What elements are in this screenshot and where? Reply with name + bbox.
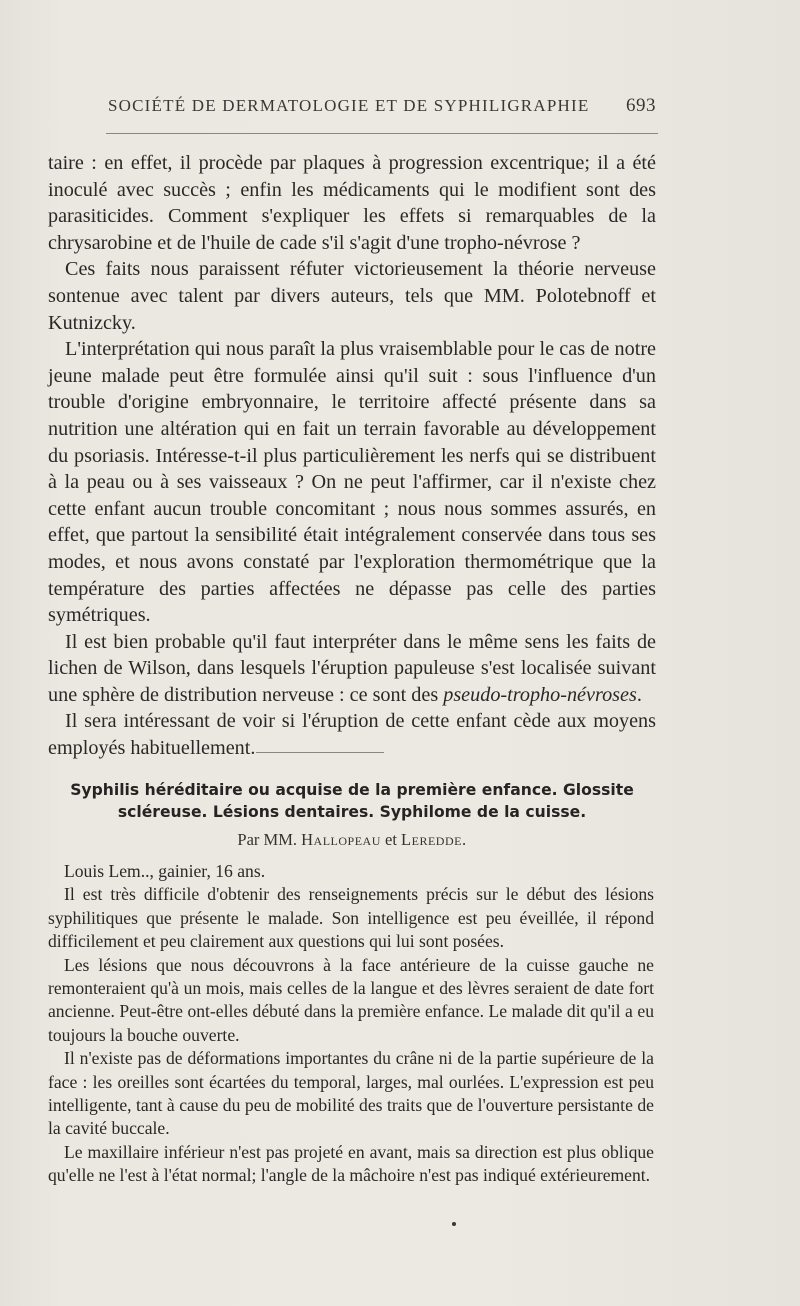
author-hallopeau: Hallopeau xyxy=(301,830,381,849)
page-number: 693 xyxy=(626,95,656,116)
main-text xyxy=(48,150,656,762)
running-head-title: SOCIÉTÉ DE DERMATOLOGIE ET DE SYPHILIGRAPHIE xyxy=(108,96,590,115)
author-leredde: Leredde. xyxy=(401,830,467,849)
running-head xyxy=(108,96,656,116)
paragraph-interpretation: L'interprétation qui nous paraît la plus vraisemblable pour le cas de notre jeune malade peut être formulée ainsi qu'il suit : sous l'influence d'un trouble d'origine embryonnaire, le territoire affecté présente dans sa nutrition une altération qui en fait un terrain favorable au développement du psoriasis. Intéresse-t-il plus particulièrement les nerfs qui se distribuent à la peau ou à ses vaisseaux ? On ne peut l'affirmer, car il n'existe chez cette enfant aucun trouble concomitant ; nous nous sommes assurés, en effet, que partout la sensibilité était intégralement conservée dans tous ses modes, et nous avons constaté par l'exploration thermométrique que la température des parties affectées ne dépasse pas celle des parties symétriques. xyxy=(48,338,656,627)
case-paragraph-history: Il est très difficile d'obtenir des renseignements précis sur le début des lésions syphilitiques que présente le malade. Son intelligence est peu éveillée, il répond difficilement et peu clairement aux questions qui lui sont posées. xyxy=(48,884,654,952)
section-title-line-2: scléreuse. Lésions dentaires. Syphilome de la cuisse. xyxy=(117,803,587,821)
pseudo-tropho-nevroses: pseudo-tropho-névroses xyxy=(443,683,637,706)
paragraph-continuation: taire : en effet, il procède par plaques à progression excentrique; il a été inoculé avec succès ; enfin les médicaments qui le modifient sont des parasiticides. Comment s'expliquer les effets si remarquables de la chrysarobine et de l'huile de cade s'il s'agit d'une tropho-névrose ? xyxy=(48,152,656,254)
lichen-text-end: . xyxy=(636,683,642,706)
case-report-text xyxy=(48,860,654,1188)
lichen-text: Il est bien probable qu'il faut interpréter dans le même sens les faits de lichen de Wilson, dans lesquels l'éruption papuleuse s'est localisée suivant une sphère de distribution nerveuse : ce sont des xyxy=(48,630,656,706)
byline-conjunction: et xyxy=(385,830,397,849)
case-patient-line: Louis Lem.., gainier, 16 ans. xyxy=(64,861,266,881)
section-divider xyxy=(256,752,384,753)
header-rule xyxy=(106,133,658,134)
case-paragraph-lesions: Les lésions que nous découvrons à la face antérieure de la cuisse gauche ne remonteraient qu'à un mois, mais celles de la langue et des lèvres seraient de date fort ancienne. Peut-être ont-elles débuté dans la première enfance. Le malade dit qu'il a eu toujours la bouche ouverte. xyxy=(48,954,654,1045)
case-paragraph-jaw: Le maxillaire inférieur n'est pas projeté en avant, mais sa direction est plus oblique qu'elle ne l'est à l'état normal; l'angle de la mâchoire n'est pas indiqué extérieurement. xyxy=(48,1141,654,1186)
case-paragraph-face: Il n'existe pas de déformations importantes du crâne ni de la partie supérieure de la face : les oreilles sont écartées du temporal, larges, mal ourlées. L'expression est peu intelligente, tant à cause du peu de mobilité des traits que de l'ouverture persistante de la cavité buccale. xyxy=(48,1048,654,1139)
paragraph-lichen-wilson xyxy=(48,629,656,709)
section-title-line-1: Syphilis héréditaire ou acquise de la première enfance. Glossite xyxy=(70,781,634,799)
paragraph-nervous-theory: Ces faits nous paraissent réfuter victorieusement la théorie nerveuse sontenue avec talent par divers auteurs, tels que MM. Polotebnoff et Kutnizcky. xyxy=(48,258,656,334)
byline xyxy=(48,830,656,850)
print-speck xyxy=(452,1222,456,1226)
paragraph-conclusion: Il sera intéressant de voir si l'éruption de cette enfant cède aux moyens employés habituellement. xyxy=(48,710,656,760)
byline-prefix: Par MM. xyxy=(237,830,297,849)
section-title xyxy=(48,779,656,823)
